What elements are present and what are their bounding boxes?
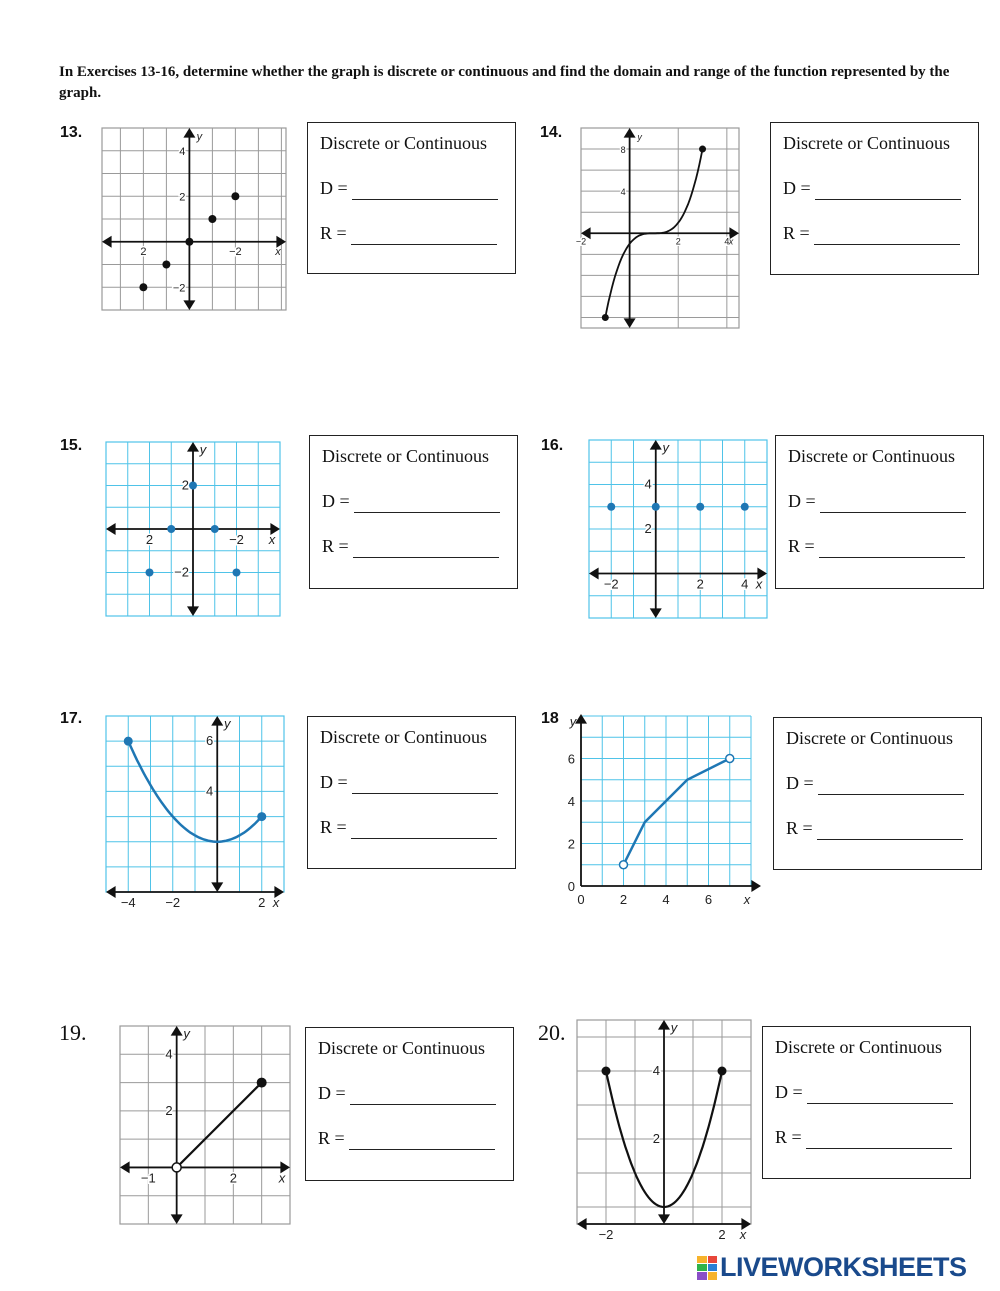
- x-axis-label: x: [743, 892, 751, 907]
- y-tick-label: 2: [652, 1131, 660, 1146]
- x-tick-label: 2: [229, 1170, 237, 1186]
- y-axis-label: y: [569, 714, 577, 729]
- domain-input-15[interactable]: [354, 494, 500, 513]
- x-axis-label: x: [272, 895, 280, 910]
- x-tick-label: 4: [741, 576, 749, 592]
- domain-label: D =: [783, 178, 811, 198]
- data-point: [652, 503, 660, 511]
- domain-input-14[interactable]: [815, 181, 961, 200]
- x-axis-arrow: [102, 236, 112, 248]
- domain-input-18[interactable]: [818, 776, 964, 795]
- y-axis-arrow: [171, 1026, 183, 1036]
- range-label: R =: [318, 1128, 345, 1148]
- endpoint-open: [726, 755, 734, 763]
- answer-box-18: [773, 717, 982, 870]
- y-tick-label: 2: [644, 521, 652, 536]
- x-axis-label: x: [739, 1227, 747, 1242]
- y-axis-arrow: [183, 128, 195, 138]
- data-point: [607, 503, 615, 511]
- range-input-18[interactable]: [817, 821, 963, 840]
- range-label: R =: [322, 536, 349, 556]
- discrete-continuous-prompt[interactable]: Discrete or Continuous: [318, 1038, 485, 1058]
- x-tick-label: 0: [577, 892, 585, 907]
- y-axis-label: y: [199, 442, 207, 457]
- answer-box-20: [762, 1026, 971, 1179]
- graph-13: [102, 128, 286, 310]
- data-point: [162, 261, 170, 269]
- graph-14: [575, 128, 739, 328]
- y-tick-label: 4: [652, 1063, 660, 1078]
- discrete-continuous-prompt[interactable]: Discrete or Continuous: [786, 728, 953, 748]
- exercise-number-19: 19.: [59, 1020, 87, 1045]
- x-axis-label: x: [275, 245, 281, 258]
- domain-label: D =: [788, 491, 816, 511]
- curve-line: [177, 1083, 262, 1168]
- x-tick-label: −2: [575, 236, 587, 247]
- grid-border: [581, 128, 739, 328]
- y-axis-arrow: [187, 442, 199, 452]
- y-axis-label: y: [224, 716, 231, 731]
- data-point: [231, 192, 239, 200]
- y-axis-arrow: [658, 1020, 670, 1030]
- y-axis-arrow: [658, 1214, 670, 1224]
- x-axis-label: x: [755, 576, 763, 592]
- answer-box-16: [775, 435, 984, 589]
- y-axis-arrow: [187, 606, 199, 616]
- range-input-16[interactable]: [819, 539, 965, 558]
- graph-16: [589, 440, 767, 618]
- y-axis-arrow: [211, 882, 223, 892]
- endpoint-closed: [718, 1067, 727, 1076]
- discrete-continuous-prompt[interactable]: Discrete or Continuous: [775, 1037, 942, 1057]
- y-axis-arrow: [575, 714, 587, 724]
- curve-line: [624, 759, 730, 865]
- graph-18: [565, 714, 760, 910]
- x-axis-label: x: [268, 532, 276, 547]
- range-input-20[interactable]: [806, 1130, 952, 1149]
- x-tick-label: 2: [258, 895, 266, 910]
- graph-20: [577, 1020, 751, 1242]
- data-point: [139, 283, 147, 291]
- x-tick-label: 2: [696, 576, 704, 592]
- data-point: [185, 238, 193, 246]
- x-tick-label: −1: [140, 1170, 156, 1186]
- answer-box-15: [309, 435, 518, 589]
- y-tick-label: 4: [165, 1046, 173, 1062]
- instructions: In Exercises 13-16, determine whether the graph is discrete or continuous and find the domain and range of the function represented by the graph.: [59, 64, 950, 101]
- y-tick-label: 4: [620, 187, 626, 198]
- discrete-continuous-prompt[interactable]: Discrete or Continuous: [788, 446, 955, 466]
- endpoint-closed: [602, 314, 609, 321]
- x-axis-arrow: [589, 568, 599, 580]
- y-tick-label: 4: [567, 794, 575, 809]
- x-tick-label: −2: [598, 1227, 614, 1242]
- logo-mark-icon: [697, 1256, 717, 1280]
- exercise-number-14: 14.: [540, 124, 563, 141]
- graph-15: [106, 442, 280, 616]
- data-point: [211, 525, 219, 533]
- discrete-continuous-prompt[interactable]: Discrete or Continuous: [320, 133, 487, 153]
- answer-box-19: [305, 1027, 514, 1181]
- y-tick-label: 6: [567, 751, 575, 767]
- x-tick-label: −2: [229, 532, 244, 547]
- domain-label: D =: [322, 491, 350, 511]
- range-input-19[interactable]: [349, 1131, 495, 1150]
- x-tick-label: 4: [662, 892, 670, 907]
- y-tick-label: 4: [179, 145, 186, 158]
- discrete-continuous-prompt[interactable]: Discrete or Continuous: [320, 727, 487, 747]
- data-point: [167, 525, 175, 533]
- x-tick-label: −2: [603, 576, 619, 592]
- x-tick-label: 4: [724, 236, 730, 247]
- data-point: [741, 503, 749, 511]
- x-tick-label: −4: [120, 895, 136, 910]
- domain-input-20[interactable]: [807, 1085, 953, 1104]
- y-tick-label: 8: [620, 145, 626, 156]
- x-tick-label: 2: [145, 532, 154, 547]
- domain-label: D =: [320, 178, 348, 198]
- domain-input-17[interactable]: [352, 775, 498, 794]
- endpoint-closed: [699, 146, 706, 153]
- data-point: [146, 569, 154, 577]
- answer-box-13: [307, 122, 516, 274]
- range-label: R =: [775, 1127, 802, 1147]
- y-axis-arrow: [171, 1214, 183, 1224]
- answer-box-17: [307, 716, 516, 869]
- domain-input-16[interactable]: [820, 494, 966, 513]
- y-axis-label: y: [662, 440, 669, 455]
- domain-label: D =: [320, 772, 348, 792]
- y-axis-arrow: [650, 440, 662, 450]
- range-label: R =: [320, 223, 347, 243]
- discrete-continuous-prompt[interactable]: Discrete or Continuous: [322, 446, 489, 466]
- graph-19: [120, 1026, 290, 1224]
- domain-label: D =: [786, 773, 814, 793]
- y-tick-label: 2: [567, 836, 575, 852]
- x-axis-arrow: [106, 523, 116, 535]
- endpoint-closed: [124, 737, 133, 746]
- y-axis-label: y: [196, 131, 203, 143]
- endpoint-closed: [257, 812, 266, 821]
- data-point: [208, 215, 216, 223]
- y-tick-label: −2: [174, 564, 189, 580]
- y-axis-arrow: [183, 300, 195, 310]
- exercise-number-17: 17.: [60, 710, 83, 727]
- data-point: [233, 569, 241, 577]
- x-tick-label: −2: [165, 895, 181, 910]
- range-input-14[interactable]: [814, 226, 960, 245]
- y-axis-label: y: [183, 1026, 190, 1041]
- x-tick-label: 2: [619, 892, 628, 907]
- endpoint-closed: [257, 1078, 267, 1088]
- x-axis-arrow: [106, 886, 116, 898]
- y-tick-label: 2: [181, 477, 189, 493]
- x-axis-arrow: [751, 880, 761, 892]
- y-axis-arrow: [624, 318, 636, 328]
- y-axis-label: y: [637, 132, 642, 142]
- range-label: R =: [783, 223, 810, 243]
- graph-17: [106, 716, 284, 910]
- range-label: R =: [786, 818, 813, 838]
- x-axis-label: x: [728, 236, 734, 247]
- x-tick-label: 2: [140, 245, 147, 258]
- domain-label: D =: [775, 1082, 803, 1102]
- data-point: [189, 482, 197, 490]
- exercise-number-16: 16.: [541, 437, 564, 454]
- y-axis-arrow: [211, 716, 223, 726]
- range-input-13[interactable]: [351, 226, 497, 245]
- endpoint-open: [172, 1163, 181, 1172]
- x-tick-label: 2: [718, 1227, 726, 1242]
- domain-input-13[interactable]: [352, 181, 498, 200]
- y-tick-label: 2: [165, 1102, 173, 1118]
- data-point: [696, 503, 704, 511]
- x-tick-label: −2: [229, 245, 242, 258]
- exercise-number-20: 20.: [538, 1020, 566, 1045]
- x-tick-label: 2: [675, 236, 681, 247]
- y-tick-label: −2: [172, 282, 186, 295]
- y-axis-arrow: [650, 608, 662, 618]
- range-input-15[interactable]: [353, 539, 499, 558]
- discrete-continuous-prompt[interactable]: Discrete or Continuous: [783, 133, 950, 153]
- exercise-number-15: 15.: [60, 437, 83, 454]
- range-input-17[interactable]: [351, 820, 497, 839]
- y-axis-arrow: [624, 128, 636, 138]
- y-tick-label: 4: [206, 783, 214, 799]
- y-axis-label: y: [670, 1020, 678, 1035]
- exercise-number-13: 13.: [60, 124, 83, 141]
- endpoint-closed: [602, 1067, 611, 1076]
- range-label: R =: [320, 817, 347, 837]
- domain-input-19[interactable]: [350, 1086, 496, 1105]
- domain-label: D =: [318, 1083, 346, 1103]
- x-axis-label: x: [278, 1170, 286, 1186]
- exercise-number-18: 18: [541, 710, 559, 727]
- endpoint-open: [620, 861, 628, 869]
- y-tick-label: 2: [179, 191, 186, 204]
- x-tick-label: 6: [704, 892, 713, 907]
- x-axis-arrow: [577, 1218, 587, 1230]
- y-tick-label: 6: [206, 733, 214, 749]
- range-label: R =: [788, 536, 815, 556]
- answer-box-14: [770, 122, 979, 275]
- y-tick-label: 0: [567, 879, 575, 894]
- logo-text: LIVEWORKSHEETS: [720, 1252, 967, 1282]
- y-tick-label: 4: [644, 476, 652, 492]
- liveworksheets-logo: [697, 1252, 967, 1283]
- x-axis-arrow: [120, 1161, 130, 1173]
